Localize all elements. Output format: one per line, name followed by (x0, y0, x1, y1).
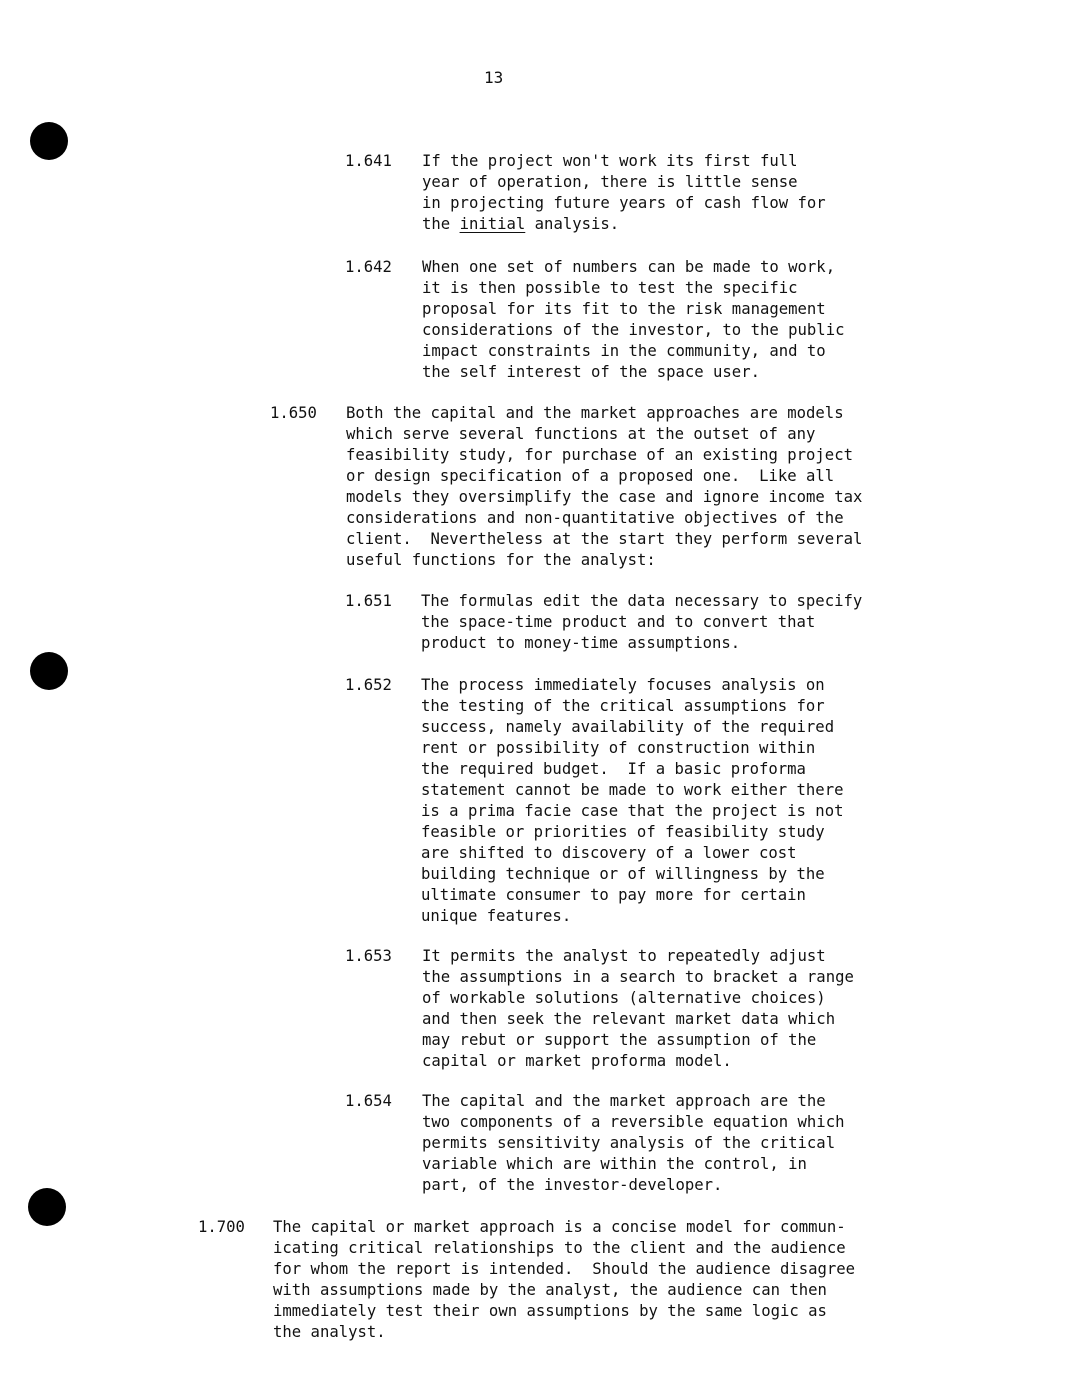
entry-1-654 (345, 1091, 844, 1196)
text-line: icating critical relationships to the client and the audience (273, 1239, 846, 1257)
entry-1-641 (345, 151, 826, 235)
punch-hole-bottom (28, 1188, 66, 1226)
entry-text (422, 151, 826, 235)
text-line: considerations and non-quantitative objectives of the (346, 509, 844, 527)
text-line: The formulas edit the data necessary to specify (421, 592, 863, 610)
text-line: success, namely availability of the required (421, 718, 835, 736)
text-line: proposal for its fit to the risk management (422, 300, 826, 318)
entry-text (273, 1217, 855, 1343)
text-line: variable which are within the control, in (422, 1155, 807, 1173)
text-line: may rebut or support the assumption of the (422, 1031, 817, 1049)
text-line: the required budget. If a basic proforma (421, 760, 806, 778)
text-line: statement cannot be made to work either there (421, 781, 844, 799)
text-line: the analyst. (273, 1323, 386, 1341)
text-line (422, 214, 826, 235)
entry-text (421, 675, 843, 927)
entry-1-642 (345, 257, 844, 383)
text-line: If the project won't work its first full (422, 152, 798, 170)
text-line: The process immediately focuses analysis on (421, 676, 825, 694)
text-line: ultimate consumer to pay more for certain (421, 886, 806, 904)
text-line: are shifted to discovery of a lower cost (421, 844, 797, 862)
text-line: useful functions for the analyst: (346, 551, 656, 569)
text-line: The capital or market approach is a concise model for commun- (273, 1218, 846, 1236)
entry-text (346, 403, 862, 571)
text-line: or design specification of a proposed one. Like all (346, 467, 835, 485)
text-line: the testing of the critical assumptions for (421, 697, 825, 715)
text-line: feasibility study, for purchase of an existing project (346, 446, 853, 464)
text-line: the self interest of the space user. (422, 363, 760, 381)
entry-1-650 (270, 403, 862, 571)
text-line: The capital and the market approach are the (422, 1092, 826, 1110)
text-line: for whom the report is intended. Should the audience disagree (273, 1260, 856, 1278)
text-line: and then seek the relevant market data which (422, 1010, 836, 1028)
text-line: considerations of the investor, to the public (422, 321, 845, 339)
entry-number: 1.700 (198, 1218, 245, 1236)
text-line: building technique or of willingness by the (421, 865, 825, 883)
text-line: the assumptions in a search to bracket a range (422, 968, 854, 986)
text-line: two components of a reversible equation which (422, 1113, 845, 1131)
text-line: feasible or priorities of feasibility study (421, 823, 825, 841)
text-line: When one set of numbers can be made to work, (422, 258, 836, 276)
text-line: rent or possibility of construction within (421, 739, 816, 757)
entry-number: 1.654 (345, 1092, 392, 1110)
text-line: year of operation, there is little sense (422, 173, 798, 191)
text-line: immediately test their own assumptions by the same logic as (273, 1302, 827, 1320)
text-line: impact constraints in the community, and to (422, 342, 826, 360)
entry-1-700 (198, 1217, 855, 1343)
entry-number: 1.651 (345, 592, 392, 610)
text-line: part, of the investor-developer. (422, 1176, 723, 1194)
page-number: 13 (484, 68, 504, 87)
entry-number: 1.653 (345, 947, 392, 965)
underlined-word: initial (459, 215, 526, 233)
text-line: in projecting future years of cash flow for (422, 194, 826, 212)
text-line: it is then possible to test the specific (422, 279, 798, 297)
text-line: of workable solutions (alternative choices) (422, 989, 826, 1007)
entry-1-653 (345, 946, 854, 1072)
text-fragment: analysis. (525, 215, 620, 233)
punch-hole-middle (30, 652, 68, 690)
text-line: capital or market proforma model. (422, 1052, 732, 1070)
entry-number: 1.652 (345, 676, 392, 694)
entry-text (422, 257, 844, 383)
entry-1-652 (345, 675, 843, 927)
entry-number: 1.641 (345, 152, 392, 170)
entry-1-651 (345, 591, 862, 654)
text-line: It permits the analyst to repeatedly adjust (422, 947, 826, 965)
entry-number: 1.642 (345, 258, 392, 276)
text-line: Both the capital and the market approaches are models (346, 404, 844, 422)
text-line: is a prima facie case that the project is not (421, 802, 844, 820)
punch-hole-top (30, 122, 68, 160)
text-line: client. Nevertheless at the start they perform several (346, 530, 863, 548)
text-fragment: the (422, 215, 460, 233)
entry-text (422, 946, 854, 1072)
text-line: unique features. (421, 907, 572, 925)
entry-text (422, 1091, 844, 1196)
text-line: with assumptions made by the analyst, the audience can then (273, 1281, 827, 1299)
text-line: the space-time product and to convert that (421, 613, 816, 631)
entry-number: 1.650 (270, 404, 317, 422)
entry-text (421, 591, 862, 654)
text-line: which serve several functions at the outset of any (346, 425, 816, 443)
text-line: models they oversimplify the case and ignore income tax (346, 488, 863, 506)
text-line: product to money-time assumptions. (421, 634, 741, 652)
text-line: permits sensitivity analysis of the critical (422, 1134, 836, 1152)
